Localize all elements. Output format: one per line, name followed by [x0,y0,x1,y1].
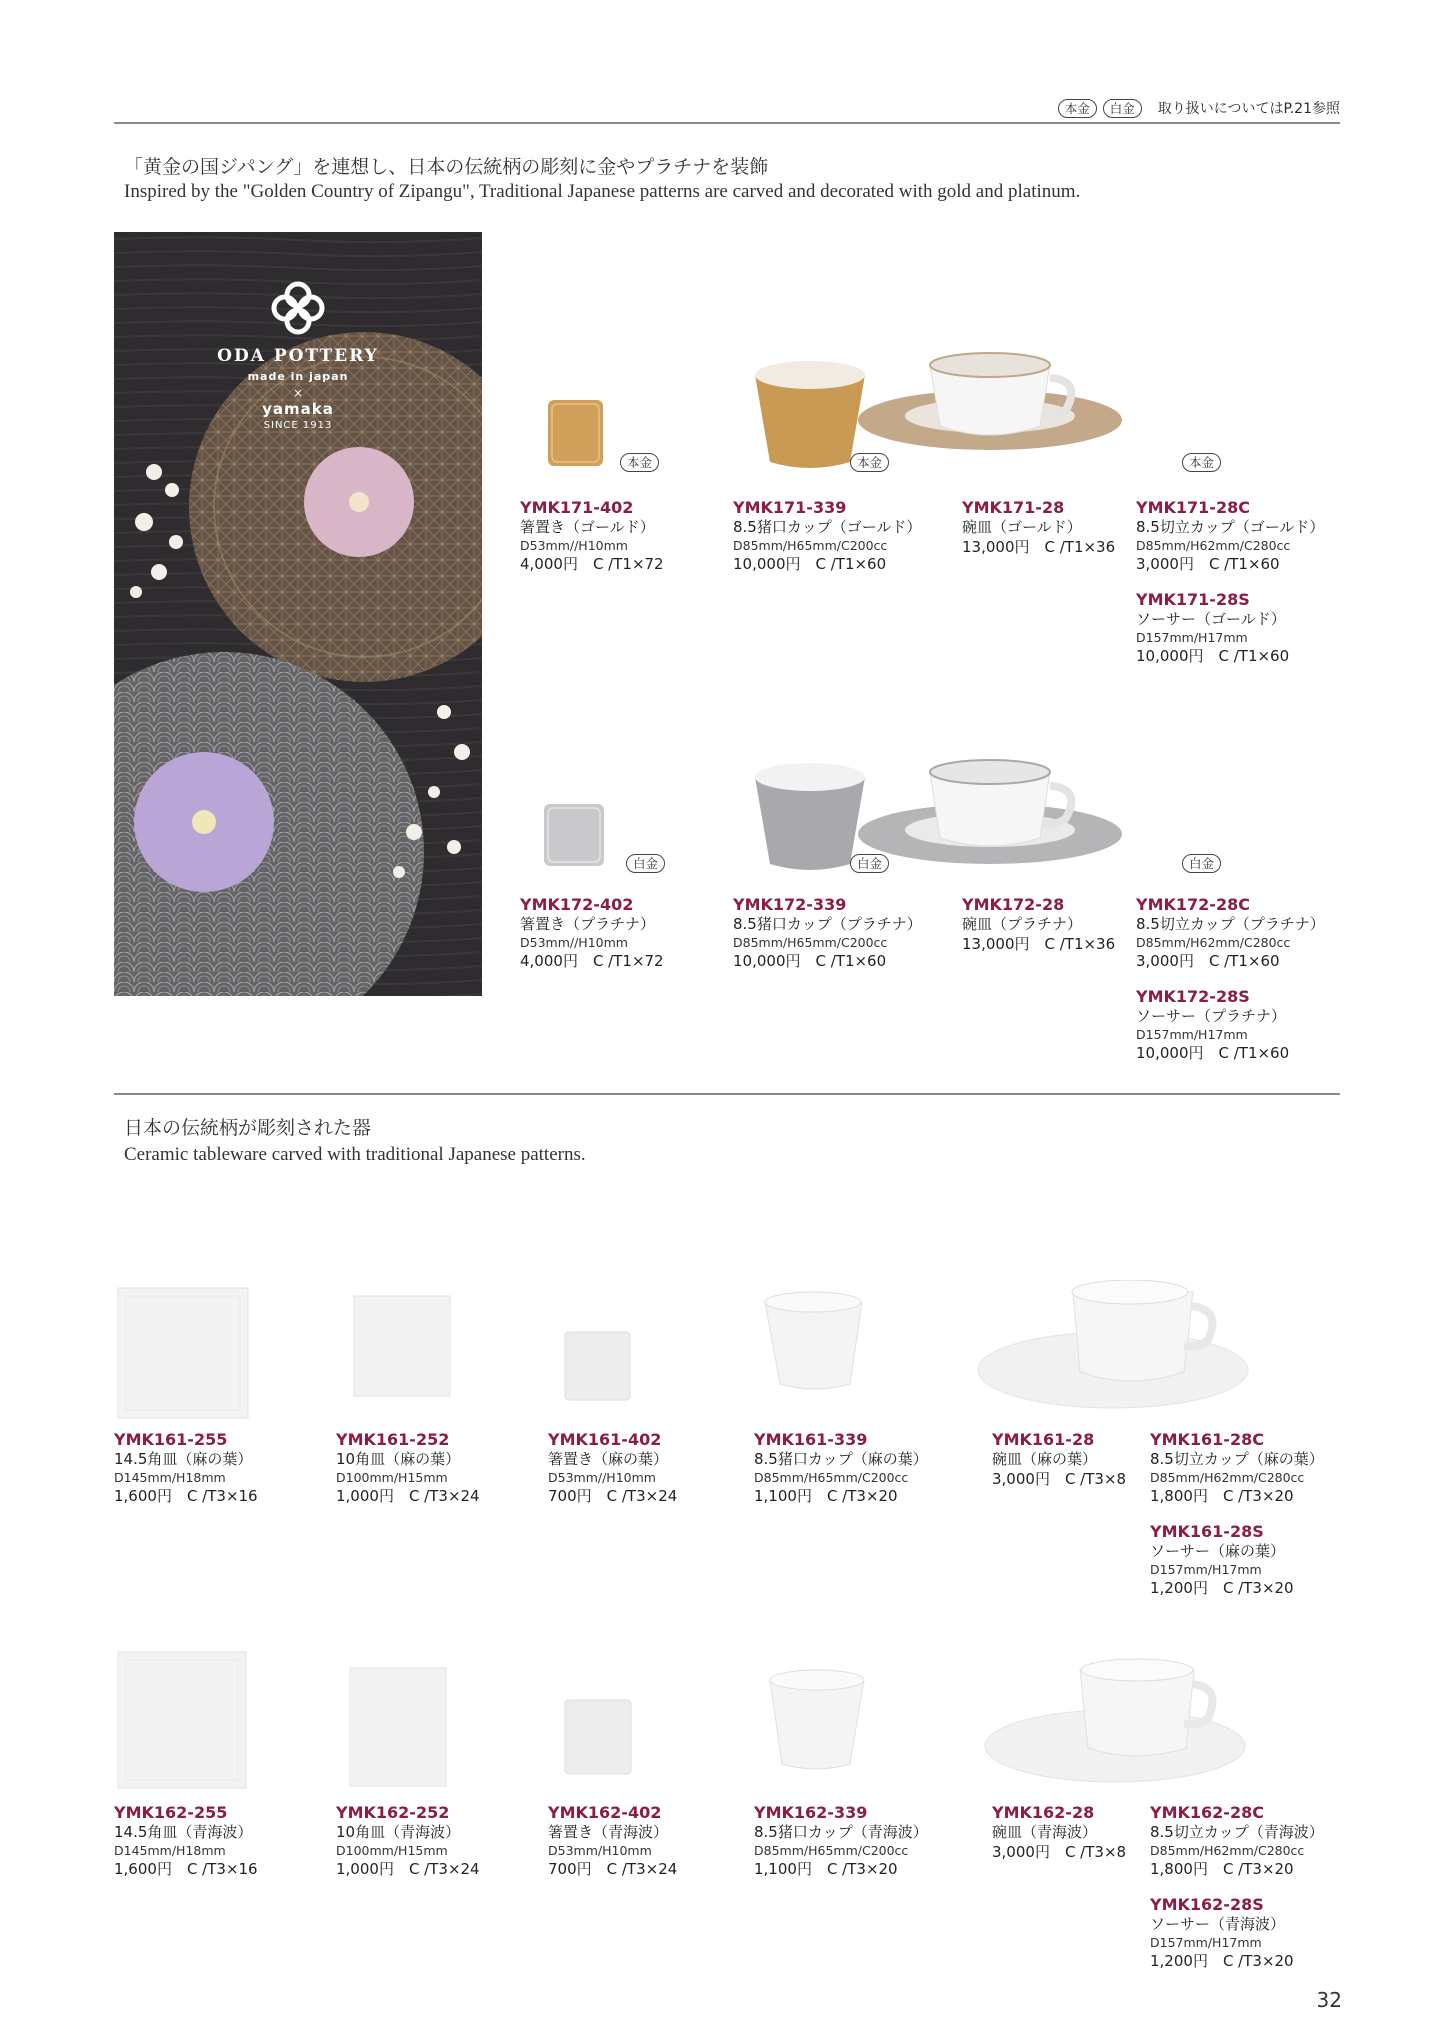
chopstick-rest [565,1700,631,1774]
product-name: 8.5切立カップ（ゴールド） [1136,518,1325,536]
product-ymk161-339 [754,1430,928,1506]
hero-times: × [292,386,304,400]
product-price: 1,800円 C /T3×20 [1150,1487,1294,1505]
product-ymk161-28c [1150,1430,1324,1506]
product-name: 箸置き（青海波） [548,1823,669,1841]
product-code: YMK172-28C [1136,895,1250,914]
product-ymk172-402 [520,895,664,971]
chopstick-rest-platinum [544,804,604,866]
product-price: 1,000円 C /T3×24 [336,1487,480,1505]
product-ymk172-339 [733,895,922,971]
product-price: 1,800円 C /T3×20 [1150,1860,1294,1878]
product-name: ソーサー（青海波） [1150,1915,1286,1933]
product-price: 1,600円 C /T3×16 [114,1860,258,1878]
product-code: YMK172-28S [1136,987,1250,1006]
product-dim: D53mm//H10mm [520,935,628,950]
product-dim: D85mm/H62mm/C280cc [1136,538,1291,553]
product-price: 10,000円 C /T1×60 [733,555,887,573]
product-dim: D157mm/H17mm [1136,1027,1248,1042]
section2-title-en: Ceramic tableware carved with traditional Japanese patterns. [124,1144,586,1165]
product-dim: D85mm/H65mm/C200cc [733,538,888,553]
product-name: ソーサー（麻の葉） [1150,1542,1286,1560]
product-ymk162-28c [1150,1803,1324,1879]
product-price: 3,000円 C /T3×8 [992,1843,1127,1861]
product-ymk162-339 [754,1803,928,1879]
product-dim: D85mm/H62mm/C280cc [1150,1843,1305,1858]
product-price: 1,200円 C /T3×20 [1150,1579,1294,1597]
header-rule [114,122,1340,124]
cup [1080,1670,1194,1756]
product-name: 8.5猪口カップ（青海波） [754,1823,928,1841]
product-price: 10,000円 C /T1×60 [1136,647,1290,665]
hero-made-in: made in japan [247,370,349,383]
product-dim: D85mm/H65mm/C200cc [733,935,888,950]
product-dim: D85mm/H65mm/C200cc [754,1470,909,1485]
product-price: 1,000円 C /T3×24 [336,1860,480,1878]
product-name: 碗皿（ゴールド） [962,518,1082,536]
product-code: YMK162-339 [754,1803,868,1822]
product-price: 3,000円 C /T3×8 [992,1470,1127,1488]
handling-note: 取り扱いについてはP.21参照 [1157,101,1340,117]
row2-badge-1: 白金 [626,854,665,873]
page-number: 32 [1316,1988,1342,2012]
product-ymk161-28s [1150,1522,1294,1598]
row1-badge-2: 本金 [850,453,889,472]
product-dim: D85mm/H62mm/C280cc [1136,935,1291,950]
product-name: 8.5猪口カップ（麻の葉） [754,1450,928,1468]
product-name: 碗皿（プラチナ） [962,915,1083,933]
product-code: YMK161-339 [754,1430,868,1449]
product-code: YMK172-339 [733,895,847,914]
product-code: YMK161-255 [114,1430,228,1449]
product-name: 碗皿（麻の葉） [992,1450,1098,1468]
chopstick-rest [565,1332,630,1400]
section-divider [114,1093,1340,1095]
product-name: 箸置き（麻の葉） [548,1450,669,1468]
product-code: YMK162-402 [548,1803,662,1822]
product-price: 4,000円 C /T1×72 [520,952,664,970]
product-price: 1,600円 C /T3×16 [114,1487,258,1505]
product-price: 3,000円 C /T1×60 [1136,555,1280,573]
cup [1073,1292,1193,1381]
product-ymk162-402 [548,1803,677,1879]
product-code: YMK171-28S [1136,590,1250,609]
gold-products-images [530,350,1438,490]
square-plate-145 [118,1652,246,1788]
product-code: YMK161-28C [1150,1430,1264,1449]
square-plate-10 [354,1296,450,1396]
product-name: ソーサー（ゴールド） [1136,610,1286,628]
product-name: 箸置き（プラチナ） [520,915,656,933]
product-dim: D53mm/H10mm [548,1843,652,1858]
section2-title-jp: 日本の伝統柄が彫刻された器 [124,1117,372,1139]
product-dim: D85mm/H62mm/C280cc [1150,1470,1305,1485]
product-price: 1,200円 C /T3×20 [1150,1952,1294,1970]
product-name: 8.5切立カップ（麻の葉） [1150,1450,1324,1468]
product-ymk162-252 [336,1803,480,1879]
product-price: 700円 C /T3×24 [548,1487,678,1505]
badge-gold: 本金 [1058,99,1097,118]
product-price: 3,000円 C /T1×60 [1136,952,1280,970]
product-ymk161-402 [548,1430,677,1506]
seigaiha-products-images [110,1648,1250,1808]
section1-title-en: Inspired by the "Golden Country of Zipangu", Traditional Japanese patterns are carved and decorated with gold and platinum. [124,181,1081,202]
row1-badge-1: 本金 [620,453,659,472]
choko-cup [765,1302,862,1389]
product-dim: D100mm/H15mm [336,1843,448,1858]
product-dim: D85mm/H65mm/C200cc [754,1843,909,1858]
row2-badge-3: 白金 [1182,854,1221,873]
product-name: 8.5猪口カップ（ゴールド） [733,518,922,536]
row2-badge-2: 白金 [850,854,889,873]
platinum-products-images [530,752,1438,892]
product-dim: D145mm/H18mm [114,1843,226,1858]
product-code: YMK171-339 [733,498,847,517]
product-dim: D157mm/H17mm [1150,1562,1262,1577]
product-ymk172-28c [1136,895,1325,971]
product-price: 1,100円 C /T3×20 [754,1860,898,1878]
product-dim: D100mm/H15mm [336,1470,448,1485]
product-name: 10角皿（麻の葉） [336,1450,461,1468]
product-ymk172-28 [962,895,1115,954]
hero-partner: yamaka [262,400,334,418]
product-code: YMK171-28C [1136,498,1250,517]
hero-brand: ODA POTTERY [217,346,379,366]
product-code: YMK161-402 [548,1430,662,1449]
hero-image [114,232,482,996]
product-code: YMK172-28 [962,895,1065,914]
chopstick-rest-gold [548,400,603,466]
product-dim: D53mm//H10mm [520,538,628,553]
product-name: 14.5角皿（麻の葉） [114,1450,253,1468]
product-ymk171-402 [520,498,664,574]
product-ymk161-28 [992,1430,1126,1489]
product-ymk171-339 [733,498,921,574]
product-name: 8.5切立カップ（青海波） [1150,1823,1324,1841]
asanoha-products-images [110,1280,1250,1430]
product-dim: D145mm/H18mm [114,1470,226,1485]
product-ymk161-252 [336,1430,480,1506]
product-name: ソーサー（プラチナ） [1136,1007,1287,1025]
product-price: 13,000円 C /T1×36 [962,538,1116,556]
product-dim: D53mm//H10mm [548,1470,656,1485]
product-code: YMK162-255 [114,1803,228,1822]
section1-title-jp: 「黄金の国ジパング」を連想し、日本の伝統柄の彫刻に金やプラチナを装飾 [124,156,769,178]
product-code: YMK161-28 [992,1430,1095,1449]
product-code: YMK162-28 [992,1803,1095,1822]
product-price: 1,100円 C /T3×20 [754,1487,898,1505]
product-name: 14.5角皿（青海波） [114,1823,253,1841]
product-code: YMK162-28S [1150,1895,1264,1914]
product-name: 碗皿（青海波） [992,1823,1098,1841]
product-code: YMK162-252 [336,1803,450,1822]
product-dim: D157mm/H17mm [1136,630,1248,645]
product-price: 13,000円 C /T1×36 [962,935,1116,953]
row1-badge-3: 本金 [1182,453,1221,472]
product-name: 8.5猪口カップ（プラチナ） [733,915,922,933]
product-ymk171-28s [1136,590,1289,666]
product-name: 10角皿（青海波） [336,1823,461,1841]
header-bar [114,98,1340,118]
product-price: 10,000円 C /T1×60 [733,952,887,970]
product-name: 箸置き（ゴールド） [520,518,655,536]
product-price: 10,000円 C /T1×60 [1136,1044,1290,1062]
product-code: YMK161-252 [336,1430,450,1449]
product-code: YMK161-28S [1150,1522,1264,1541]
product-ymk171-28c [1136,498,1324,574]
product-name: 8.5切立カップ（プラチナ） [1136,915,1325,933]
square-plate-145 [118,1288,248,1418]
product-code: YMK162-28C [1150,1803,1264,1822]
product-ymk162-28 [992,1803,1126,1862]
square-plate-10 [350,1668,446,1786]
product-code: YMK172-402 [520,895,634,914]
product-ymk171-28 [962,498,1115,557]
product-ymk172-28s [1136,987,1289,1063]
product-dim: D157mm/H17mm [1150,1935,1262,1950]
hero-since: SINCE 1913 [263,420,333,431]
product-ymk161-255 [114,1430,258,1506]
product-ymk162-255 [114,1803,258,1879]
product-price: 700円 C /T3×24 [548,1860,678,1878]
product-ymk162-28s [1150,1895,1294,1971]
product-code: YMK171-28 [962,498,1065,517]
choko-cup [770,1680,864,1769]
product-code: YMK171-402 [520,498,634,517]
product-price: 4,000円 C /T1×72 [520,555,664,573]
badge-platinum: 白金 [1103,99,1142,118]
